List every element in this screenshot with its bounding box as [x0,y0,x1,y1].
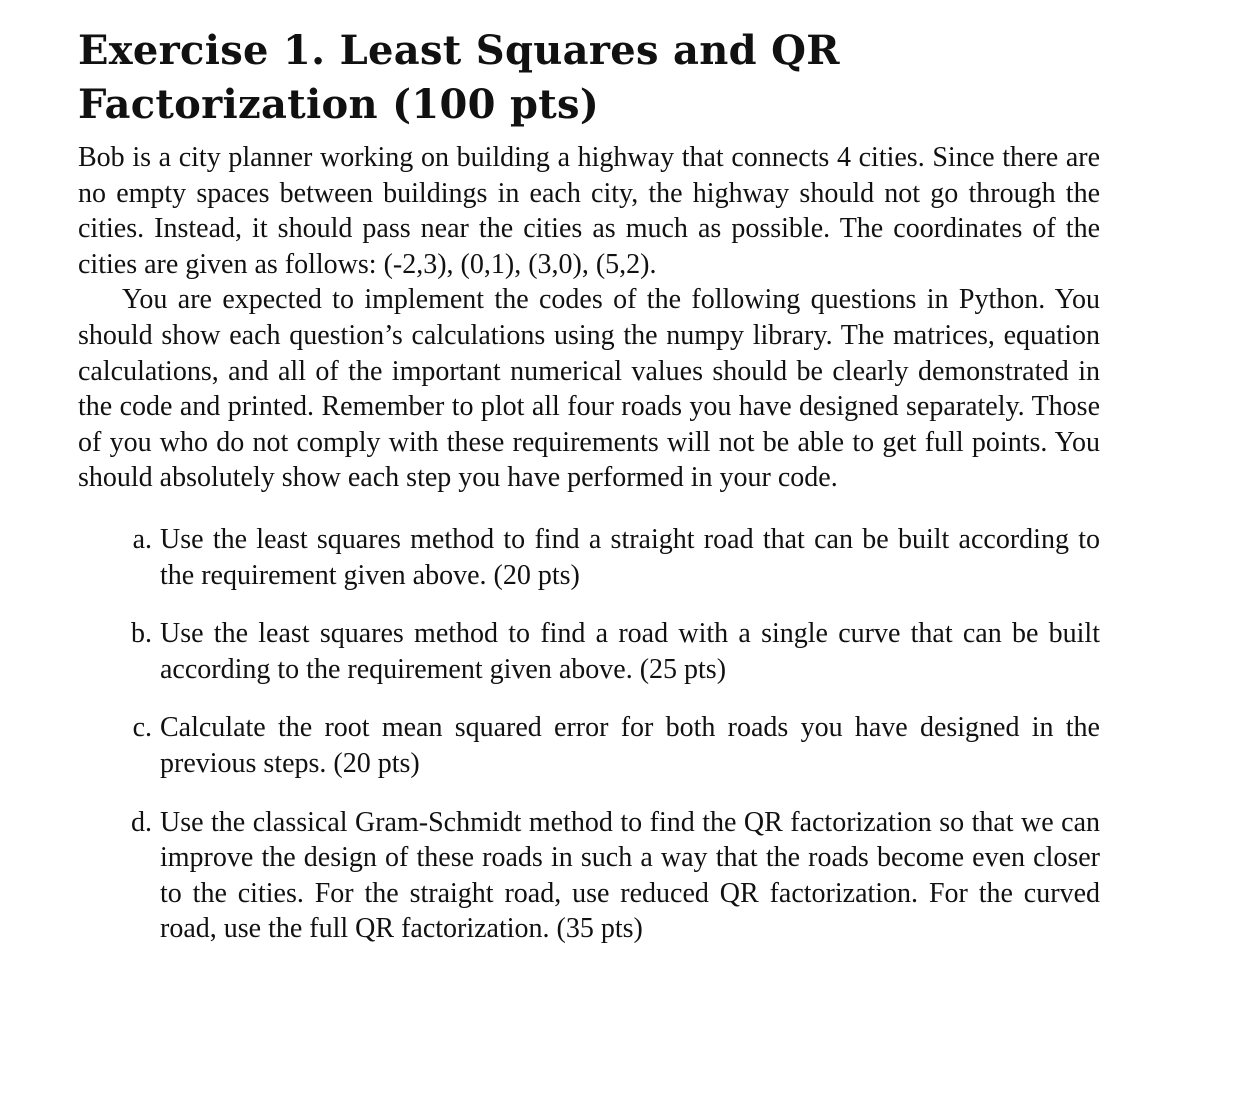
question-marker: b. [131,618,152,650]
question-text: Use the classical Gram-Schmidt method to find the QR factorization so that we can improve the design of these roads in such a way that the roads become even closer to the cities. For the straight road, use reduced QR factorization. For the curved road, use the full QR factorization. (35 pts) [160,806,1100,945]
intro-paragraph: Bob is a city planner working on building a highway that connects 4 cities. Since there are no empty spaces between buildings in each city, the highway should not go through the cities. Instead, it should pass near the cities as much as possible. The coordinates of the cities are given as follows: (-2,3), (0,1), (3,0), (5,2). [78,142,1100,280]
question-item-d [78,805,1100,947]
question-text: Use the least squares method to find a road with a single curve that can be built according to the requirement given above. (25 pts) [160,618,1100,685]
question-text: Use the least squares method to find a straight road that can be built according to the requirement given above. (20 pts) [160,523,1100,591]
exercise-title: Exercise 1. Least Squares and QR Factorization (100 pts) [78,27,840,128]
instructions-paragraph: You are expected to implement the codes of the following questions in Python. You should show each question’s calculations using the numpy library. The matrices, equation calculations, and all of the important numerical values should be clearly demonstrated in the code and printed. Remember to plot all four roads you have designed separately. Those of you who do not comply with these requirements will not be able to get full points. You should absolutely show each step you have performed in your code. [78,284,1100,494]
question-item-c [78,710,1100,781]
question-text: Calculate the root mean squared error for both roads you have designed in the previous steps. (20 pts) [160,712,1100,779]
question-item-b [78,616,1100,687]
question-marker: c. [132,712,152,744]
question-marker: d. [131,806,152,838]
question-item-a [78,522,1100,593]
question-list [78,522,1100,947]
exercise-document [78,24,1100,970]
question-marker: a. [132,523,152,555]
